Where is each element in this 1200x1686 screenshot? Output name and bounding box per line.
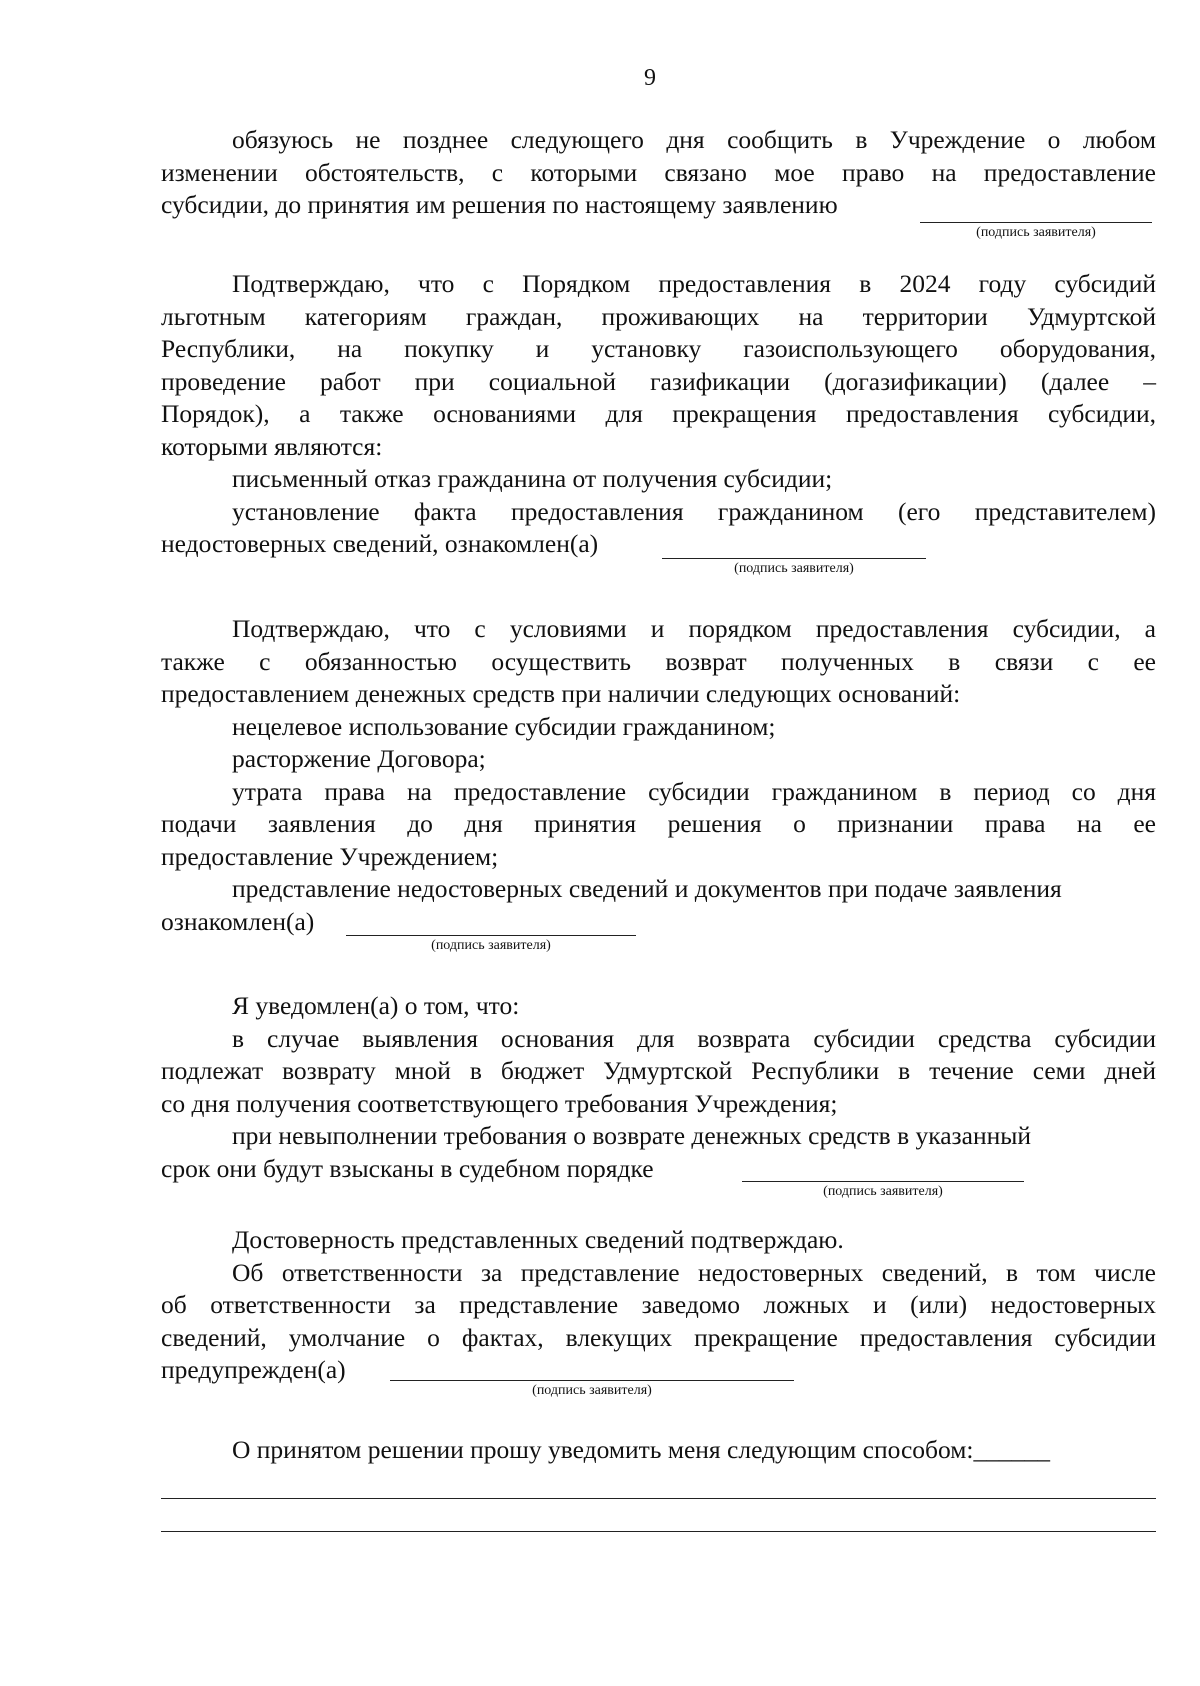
text-line: субсидии, до принятия им решения по настоящему заявлению	[161, 190, 838, 219]
text-line: срок они будут взысканы в судебном порядке	[161, 1153, 654, 1183]
signature-line[interactable]	[742, 1181, 1024, 1182]
text-line: льготным категориям граждан, проживающих на территории Удмуртской	[161, 301, 1156, 331]
answer-line[interactable]	[161, 1531, 1156, 1532]
signature-caption: (подпись заявителя)	[976, 225, 1096, 240]
signature-line[interactable]	[346, 935, 636, 936]
text-line: письменный отказ гражданина от получения субсидии;	[232, 464, 833, 493]
text-line: предоставление Учреждением;	[161, 841, 499, 871]
text-line: подлежат возврату мной в бюджет Удмуртской Республики в течение семи дней	[161, 1056, 1156, 1085]
text-line: Республики, на покупку и установку газоиспользующего оборудования,	[161, 334, 1156, 363]
paragraph-notify-obligation	[161, 124, 1156, 222]
text-line: нецелевое использование субсидии гражданином;	[232, 711, 776, 741]
text-line: которыми являются:	[161, 431, 383, 461]
text-line: расторжение Договора;	[232, 744, 486, 773]
page-number: 9	[644, 65, 656, 91]
text-line: об ответственности за представление заведомо ложных и (или) недостоверных	[161, 1290, 1156, 1319]
signature-caption: (подпись заявителя)	[431, 938, 551, 953]
text-line: при невыполнении требования о возврате денежных средств в указанный	[232, 1121, 1032, 1150]
text-line: Я уведомлен(а) о том, что:	[232, 991, 520, 1020]
text-line: Об ответственности за представление недостоверных сведений, в том числе	[232, 1257, 1156, 1287]
signature-caption: (подпись заявителя)	[532, 1383, 652, 1398]
paragraph-decision-notification	[161, 1434, 1156, 1467]
signature-line[interactable]	[390, 1380, 794, 1381]
text-line: Порядок), а также основаниями для прекращения предоставления субсидии,	[161, 399, 1156, 428]
text-line: установление факта предоставления гражданином (его представителем)	[232, 496, 1156, 526]
text-line: подачи заявления до дня принятия решения о признании права на ее	[161, 809, 1156, 838]
text-line: утрата права на предоставление субсидии гражданином в период со дня	[232, 776, 1156, 806]
text-line: О принятом решении прошу уведомить меня следующим способом:______	[232, 1435, 1051, 1464]
paragraph-conditions-acknowledgement	[161, 613, 1156, 938]
signature-line[interactable]	[662, 558, 926, 559]
text-line: со дня получения соответствующего требования Учреждения;	[161, 1088, 838, 1118]
text-line: Подтверждаю, что с Порядком предоставления в 2024 году субсидий	[232, 269, 1156, 298]
text-line: недостоверных сведений, ознакомлен(а)	[161, 529, 599, 558]
signature-caption: (подпись заявителя)	[734, 561, 854, 576]
text-line: сведений, умолчание о фактах, влекущих прекращение предоставления субсидии	[161, 1322, 1156, 1352]
answer-line[interactable]	[161, 1498, 1156, 1499]
text-line: обязуюсь не позднее следующего дня сообщить в Учреждение о любом	[232, 125, 1156, 154]
paragraph-procedure-acknowledgement	[161, 268, 1156, 561]
text-line: также с обязанностью осуществить возврат полученных в связи с ее	[161, 646, 1156, 676]
text-line: Достоверность представленных сведений подтверждаю.	[232, 1225, 844, 1254]
signature-line[interactable]	[920, 222, 1152, 223]
text-line: предупрежден(а)	[161, 1355, 346, 1384]
signature-caption: (подпись заявителя)	[823, 1184, 943, 1199]
text-line: представление недостоверных сведений и документов при подаче заявления	[232, 874, 1062, 903]
text-line: изменении обстоятельств, с которыми связано мое право на предоставление	[161, 157, 1156, 187]
paragraph-notification	[161, 990, 1156, 1185]
text-line: в случае выявления основания для возврата субсидии средства субсидии	[232, 1023, 1156, 1053]
text-line: ознакомлен(а)	[161, 906, 315, 936]
text-line: проведение работ при социальной газификации (догазификации) (далее –	[161, 366, 1156, 396]
text-line: предоставлением денежных средств при наличии следующих оснований:	[161, 679, 961, 708]
text-line: Подтверждаю, что с условиями и порядком предоставления субсидии, а	[232, 614, 1156, 643]
paragraph-responsibility	[161, 1224, 1156, 1387]
